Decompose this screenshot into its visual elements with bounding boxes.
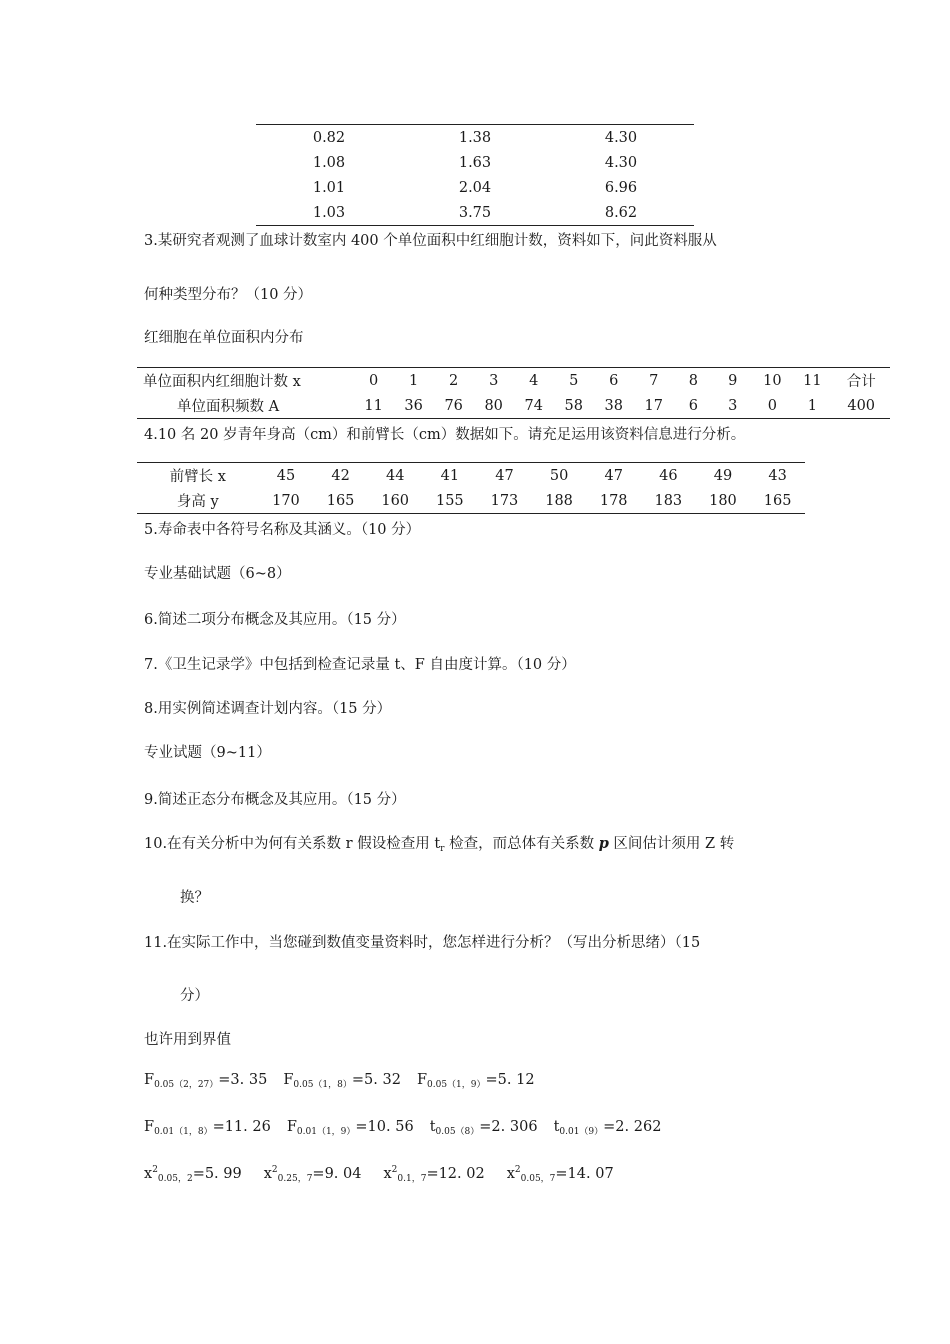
superscript: 2 <box>391 1165 398 1175</box>
table-cell: 50 <box>549 467 569 484</box>
question-3-line-2: 何种类型分布？（10 分） <box>144 287 313 303</box>
section-heading-professional: 专业试题（9~11） <box>144 745 271 761</box>
question-10-part-2: 检查，而总体有关系数 <box>444 836 599 852</box>
table-cell: 80 <box>484 397 503 414</box>
subscript: 0.05（8） <box>435 1127 480 1137</box>
table-cell: 1 <box>409 372 419 389</box>
critical-value-number: =14. 07 <box>555 1166 614 1182</box>
statistic-symbol: x <box>144 1166 153 1182</box>
table-cell: 1.63 <box>458 154 492 171</box>
table-cell: 11 <box>364 397 383 414</box>
table-cell: 165 <box>326 492 355 509</box>
subscript: 0.01（9） <box>559 1127 604 1137</box>
subscript: 0.01（1，9） <box>296 1127 356 1137</box>
critical-values-row-1 <box>144 1072 535 1090</box>
statistic-symbol: t <box>429 1119 436 1135</box>
table-cell: 76 <box>444 397 463 414</box>
statistic-symbol: F <box>283 1072 294 1088</box>
critical-value <box>144 1166 242 1182</box>
table-cell: 0 <box>767 397 777 414</box>
table-cell: 58 <box>564 397 583 414</box>
critical-value <box>144 1072 267 1088</box>
table-row <box>137 368 890 394</box>
table-cell: 49 <box>713 467 733 484</box>
table-cell: 1.08 <box>312 154 346 171</box>
table-cell: 4.30 <box>604 154 638 171</box>
subscript: 0.05（1，9） <box>427 1080 486 1090</box>
statistic-symbol: x <box>383 1166 392 1182</box>
table-cell: 47 <box>495 467 514 484</box>
row-header: 单位面积内红细胞计数 x <box>143 374 301 390</box>
critical-value <box>430 1119 538 1135</box>
table-row <box>256 175 694 200</box>
question-10-part-1: 10.在有关分析中为何有关系数 r 假设检查用 t <box>144 836 441 852</box>
table-cell: 173 <box>490 492 519 509</box>
table-cell: 6 <box>688 397 699 414</box>
critical-value <box>144 1119 271 1135</box>
subscript: 0.05，2 <box>157 1174 193 1184</box>
question-11-line-2: 分） <box>180 988 209 1004</box>
critical-value-number: =9. 04 <box>312 1166 362 1182</box>
superscript: 2 <box>152 1165 158 1175</box>
table-cell: 0.82 <box>312 129 346 146</box>
critical-value <box>264 1166 362 1182</box>
critical-values-row-2 <box>144 1119 661 1137</box>
table-cell: 188 <box>545 492 573 509</box>
table-cell: 45 <box>276 467 296 484</box>
table-cell: 155 <box>435 492 464 509</box>
question-7: 7.《卫生记录学》中包括到检查记录量 t、F 自由度计算。（10 分） <box>144 657 576 673</box>
superscript: 2 <box>514 1165 521 1175</box>
table-cell: 180 <box>709 492 737 509</box>
question-5: 5.寿命表中各符号名称及其涵义。（10 分） <box>144 522 421 538</box>
critical-value <box>383 1166 484 1182</box>
statistic-symbol: F <box>144 1072 155 1088</box>
critical-value-number: =2. 306 <box>479 1119 538 1135</box>
question-3-line-1: 3.某研究者观测了血球计数室内 400 个单位面积中红细胞计数，资料如下，问此资料服从 <box>144 233 717 249</box>
table-cell: 74 <box>524 397 543 414</box>
table-cell: 2.04 <box>458 179 492 196</box>
critical-values-row-3 <box>144 1165 614 1184</box>
table-cell: 46 <box>659 467 678 484</box>
total-header: 合计 <box>846 374 876 390</box>
table-cell: 43 <box>768 467 787 484</box>
table-row <box>256 125 694 151</box>
subscript: 0.05（2，27） <box>154 1080 219 1090</box>
question-8: 8.用实例简述调查计划内容。（15 分） <box>144 701 392 717</box>
statistic-symbol: t <box>553 1119 560 1135</box>
table-cell: 1.03 <box>312 204 346 221</box>
table-cell: 6.96 <box>604 179 638 196</box>
table-cell: 0 <box>369 372 379 389</box>
subscript: 0.05，7 <box>520 1174 556 1184</box>
table-cell: 165 <box>763 492 792 509</box>
statistic-symbol: x <box>506 1166 515 1182</box>
question-10-part-3: 区间估计须用 Z 转 <box>608 836 735 852</box>
critical-value-number: =3. 35 <box>218 1072 268 1088</box>
table-cell: 17 <box>644 397 663 414</box>
table-row <box>256 200 694 226</box>
subscript: 0.05（1，8） <box>293 1080 352 1090</box>
statistic-symbol: x <box>263 1166 272 1182</box>
critical-value-number: =5. 99 <box>192 1166 242 1182</box>
critical-value <box>283 1072 401 1088</box>
question-11-line-1: 11.在实际工作中，当您碰到数值变量资料时，您怎样进行分析？（写出分析思绪）（15 <box>144 935 701 951</box>
table-cell: 3 <box>728 397 738 414</box>
critical-value <box>417 1072 535 1088</box>
table-cell: 41 <box>440 467 460 484</box>
critical-value-number: =11. 26 <box>212 1119 271 1135</box>
statistic-symbol: F <box>286 1119 297 1135</box>
table-cell: 3.75 <box>458 204 492 221</box>
superscript: 2 <box>271 1165 278 1175</box>
subscript-r: r <box>440 844 445 854</box>
table-cell: 10 <box>763 372 782 389</box>
table-cell: 178 <box>599 492 628 509</box>
table-cell: 1 <box>807 397 818 414</box>
table-caption-rbc: 红细胞在单位面积内分布 <box>144 330 304 346</box>
table-cell: 4 <box>529 372 539 389</box>
statistic-symbol: F <box>144 1119 155 1135</box>
critical-value <box>554 1119 662 1135</box>
rbc-distribution-table <box>137 367 890 419</box>
table-cell: 4.30 <box>604 129 638 146</box>
table-cell: 8 <box>688 372 699 389</box>
question-10-line-2: 换？ <box>180 890 209 906</box>
question-4: 4.10 名 20 岁青年身高（cm）和前臂长（cm）数据如下。请充足运用该资料信息进行分析。 <box>144 427 746 443</box>
table-cell: 183 <box>654 492 683 509</box>
critical-value-number: =5. 32 <box>351 1072 401 1088</box>
data-table-top <box>256 124 694 226</box>
table-cell: 11 <box>803 372 822 389</box>
critical-value-number: =12. 02 <box>426 1166 485 1182</box>
table-cell: 9 <box>728 372 738 389</box>
table-cell: 42 <box>331 467 350 484</box>
total-cell: 400 <box>847 397 876 414</box>
critical-value <box>507 1166 614 1182</box>
table-cell: 44 <box>385 467 405 484</box>
table-row <box>137 393 890 419</box>
table-cell: 3 <box>489 372 499 389</box>
table-cell: 5 <box>569 372 579 389</box>
table-cell: 36 <box>404 397 423 414</box>
subscript: 0.1，7 <box>397 1174 427 1184</box>
subscript: 0.25，7 <box>277 1174 313 1184</box>
row-header: 前臂长 x <box>169 469 226 485</box>
table-cell: 1.01 <box>312 179 346 196</box>
table-cell: 1.38 <box>458 129 492 146</box>
critical-value <box>287 1119 414 1135</box>
statistic-symbol: F <box>416 1072 427 1088</box>
critical-value-number: =2. 262 <box>603 1119 662 1135</box>
table-cell: 160 <box>381 492 410 509</box>
height-forearm-table <box>137 462 805 514</box>
subscript: 0.01（1，8） <box>154 1127 213 1137</box>
critical-values-title: 也许用到界值 <box>144 1032 231 1048</box>
table-cell: 170 <box>272 492 300 509</box>
table-row <box>256 150 694 175</box>
table-cell: 8.62 <box>604 204 638 221</box>
table-cell: 2 <box>449 372 459 389</box>
table-cell: 7 <box>649 372 659 389</box>
row-header: 身高 y <box>176 494 219 510</box>
row-header: 单位面积频数 A <box>177 399 280 415</box>
question-9: 9.简述正态分布概念及其应用。（15 分） <box>144 792 406 808</box>
critical-value-number: =10. 56 <box>355 1119 414 1135</box>
question-6: 6.简述二项分布概念及其应用。（15 分） <box>144 612 406 628</box>
table-row <box>137 463 805 489</box>
table-cell: 47 <box>604 467 623 484</box>
critical-value-number: =5. 12 <box>485 1072 535 1088</box>
question-10-line-1 <box>144 832 734 854</box>
table-cell: 6 <box>609 372 619 389</box>
section-heading-basic: 专业基础试题（6~8） <box>144 566 291 582</box>
table-row <box>137 488 805 514</box>
rho-symbol: p <box>598 835 609 852</box>
table-cell: 38 <box>604 397 623 414</box>
